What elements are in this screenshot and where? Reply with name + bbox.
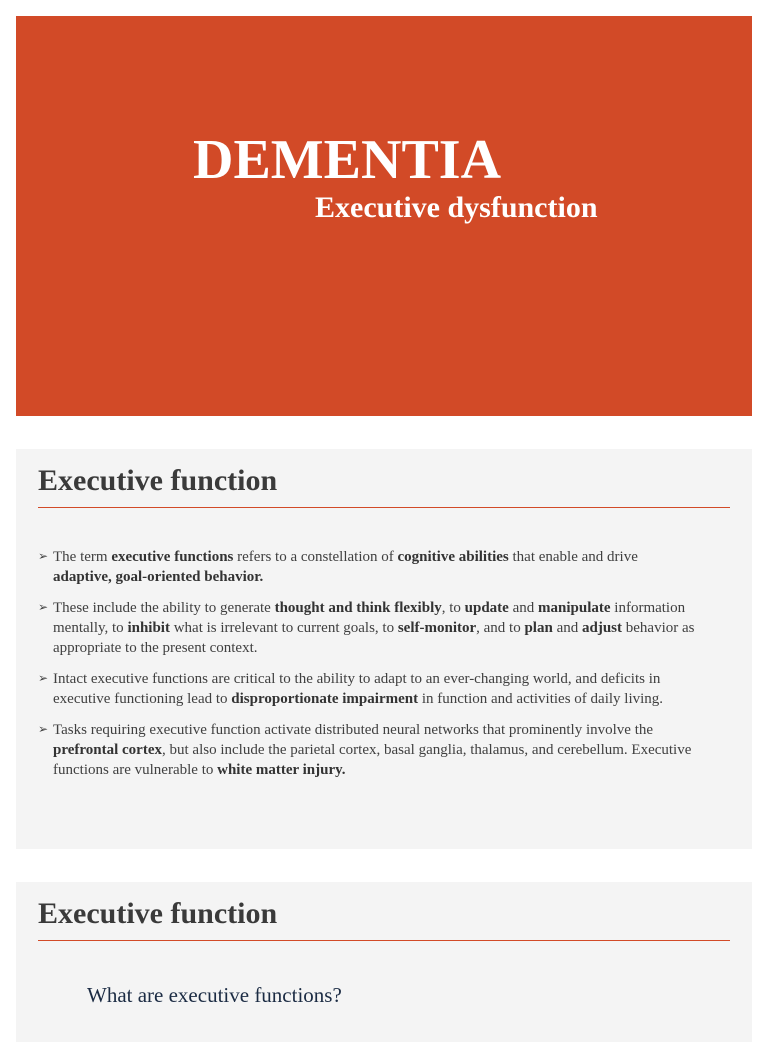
bullet-item bbox=[38, 669, 698, 709]
heading-divider bbox=[38, 940, 730, 941]
text: , and to bbox=[476, 620, 525, 636]
bold-text: inhibit bbox=[127, 620, 170, 636]
text: and bbox=[508, 600, 539, 616]
bold-text: adaptive, goal-oriented behavior. bbox=[53, 569, 264, 585]
bold-text: executive functions bbox=[111, 549, 234, 565]
text: Intact executive functions are critical to the ability to adapt to an ever-changing world, and deficits in executive functioning lead to bbox=[53, 671, 661, 707]
bullet-item bbox=[38, 598, 698, 658]
executive-function-slide-2 bbox=[16, 882, 752, 1042]
bold-text: manipulate bbox=[538, 600, 611, 616]
text: in function and activities of daily living. bbox=[418, 691, 664, 707]
title-slide bbox=[16, 16, 752, 416]
arrowhead-bullet-icon: ➢ bbox=[38, 549, 49, 563]
text: what is irrelevant to current goals, to bbox=[169, 620, 398, 636]
slide-subtitle: Executive dysfunction bbox=[315, 191, 598, 224]
bullet-list bbox=[38, 547, 698, 791]
bold-text: white matter injury. bbox=[217, 762, 346, 778]
arrowhead-bullet-icon: ➢ bbox=[38, 722, 49, 736]
text: that enable and drive bbox=[508, 549, 638, 565]
text: The term bbox=[53, 549, 112, 565]
question-text: What are executive functions? bbox=[87, 983, 342, 1007]
slide-heading: Executive function bbox=[38, 464, 278, 497]
text: behavior as appropriate to the present context. bbox=[53, 620, 695, 656]
text: refers to a constellation of bbox=[233, 549, 398, 565]
text: , to bbox=[441, 600, 465, 616]
bullet-item bbox=[38, 547, 698, 587]
bold-text: adjust bbox=[582, 620, 623, 636]
bold-text: update bbox=[464, 600, 509, 616]
bold-text: thought and think flexibly bbox=[274, 600, 442, 616]
slide-heading: Executive function bbox=[38, 897, 278, 930]
executive-function-slide bbox=[16, 449, 752, 849]
heading-divider bbox=[38, 507, 730, 508]
bullet-item bbox=[38, 720, 698, 780]
bold-text: plan bbox=[524, 620, 553, 636]
arrowhead-bullet-icon: ➢ bbox=[38, 600, 49, 614]
slide-title: DEMENTIA bbox=[193, 129, 502, 191]
bold-text: prefrontal cortex bbox=[53, 742, 162, 758]
bold-text: self-monitor bbox=[397, 620, 477, 636]
text: , but also include the parietal cortex, basal ganglia, thalamus, and cerebellum. Executive functions are vulnerable to bbox=[53, 742, 692, 778]
bold-text: disproportionate impairment bbox=[231, 691, 419, 707]
text: information mentally, to bbox=[53, 600, 686, 636]
bold-text: cognitive abilities bbox=[397, 549, 509, 565]
text: These include the ability to generate bbox=[53, 600, 275, 616]
text: Tasks requiring executive function activate distributed neural networks that prominently involve the bbox=[53, 722, 654, 738]
text: and bbox=[552, 620, 582, 636]
arrowhead-bullet-icon: ➢ bbox=[38, 671, 49, 685]
